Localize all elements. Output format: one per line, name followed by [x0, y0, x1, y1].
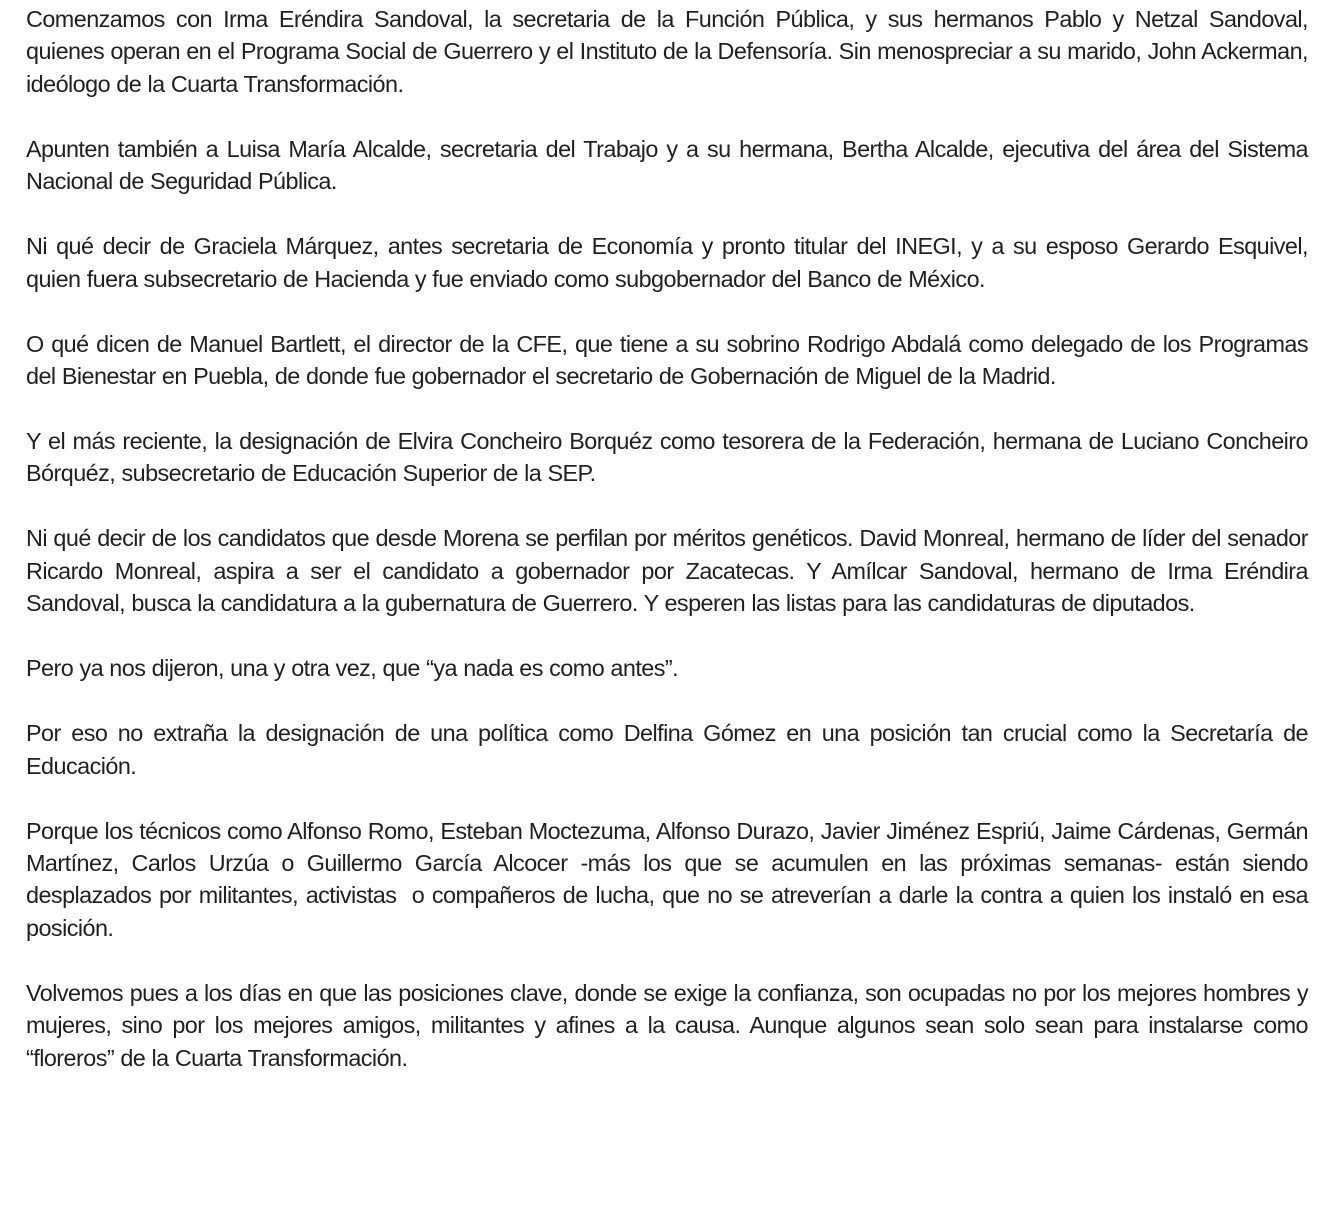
paragraph-10: Volvemos pues a los días en que las posiciones clave, donde se exige la confianza, son ocupadas no por los mejores hombres y mujeres, sino por los mejores amigos, militantes y afines a la causa. Aunque algunos sean solo sean para instalarse como “floreros” de la Cuarta Transformación. — [26, 979, 1308, 1071]
paragraph-2: Apunten también a Luisa María Alcalde, secretaria del Trabajo y a su hermana, Bertha Alcalde, ejecutiva del área del Sistema Nacional de Seguridad Pública. — [26, 135, 1308, 195]
paragraph-3: Ni qué decir de Graciela Márquez, antes secretaria de Economía y pronto titular del INEGI, y a su esposo Gerardo Esquivel, quien fuera subsecretario de Hacienda y fue enviado como subgobernador del Banco de México. — [26, 233, 1308, 292]
paragraph-5: Y el más reciente, la designación de Elvira Concheiro Borquéz como tesorera de la Federación, hermana de Luciano Concheiro Bórquéz, subsecretario de Educación Superior de la SEP. — [26, 428, 1308, 487]
paragraph-4: O qué dicen de Manuel Bartlett, el director de la CFE, que tiene a su sobrino Rodrigo Abdalá como delegado de los Programas del Bienestar en Puebla, de donde fue gobernador el secretario de Gobernación de Miguel de la Madrid. — [26, 330, 1308, 390]
paragraph-7: Pero ya nos dijeron, una y otra vez, que “ya nada es como antes”. — [26, 655, 679, 682]
article-body — [26, 3, 1315, 1074]
paragraph-9: Porque los técnicos como Alfonso Romo, Esteban Moctezuma, Alfonso Durazo, Javier Jiménez Espriú, Jaime Cárdenas, Germán Martínez, Carlos Urzúa o Guillermo García Alcocer -más los que se acumulen en las próximas semanas- están siendo desplazados por militantes, activistas o compañeros de lucha, que no se atreverían a darle la contra a quien los instaló en esa posición. — [26, 817, 1315, 941]
paragraph-6: Ni qué decir de los candidatos que desde Morena se perfilan por méritos genéticos. David Monreal, hermano de líder del senador Ricardo Monreal, aspira a ser el candidato a gobernador por Zacatecas. Y Amílcar Sandoval, hermano de Irma Eréndira Sandoval, busca la candidatura a la gubernatura de Guerrero. Y esperen las listas para las candidaturas de diputados. — [26, 525, 1308, 617]
paragraph-8: Por eso no extraña la designación de una política como Delfina Gómez en una posición tan crucial como la Secretaría de Educación. — [26, 720, 1308, 779]
paragraph-1: Comenzamos con Irma Eréndira Sandoval, la secretaria de la Función Pública, y sus hermanos Pablo y Netzal Sandoval, quienes operan en el Programa Social de Guerrero y el Instituto de la Defensoría. Sin menospreciar a su marido, John Ackerman, ideólogo de la Cuarta Transformación. — [26, 6, 1308, 97]
